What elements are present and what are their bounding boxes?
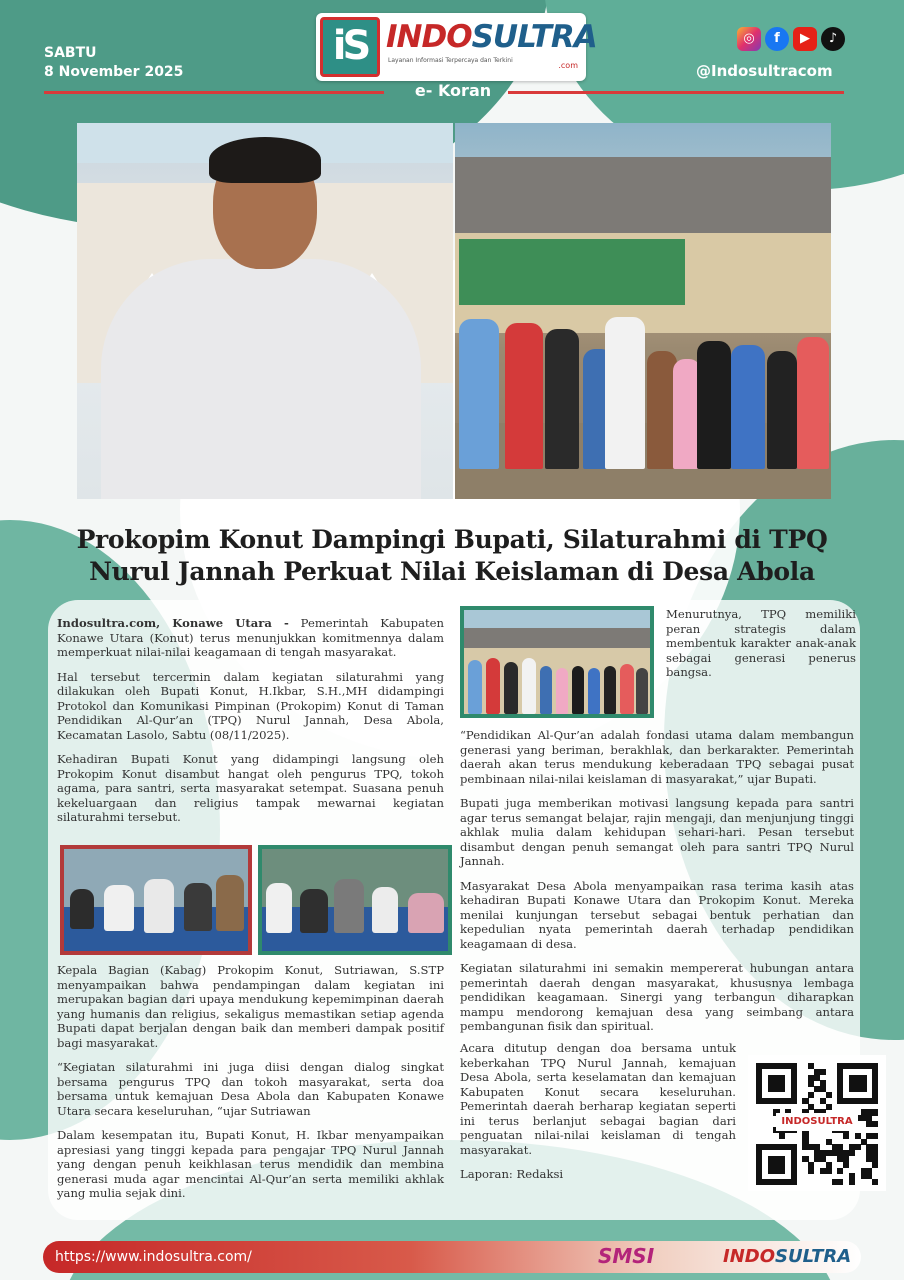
- qr-module: [820, 1168, 826, 1174]
- qr-module: [826, 1168, 832, 1174]
- qr-module: [802, 1144, 808, 1150]
- qr-module: [872, 1144, 878, 1150]
- qr-module: [791, 1080, 797, 1086]
- photo-person: [468, 660, 482, 714]
- qr-module: [756, 1144, 762, 1150]
- qr-module: [843, 1133, 849, 1139]
- smsi-logo: SMSI: [598, 1244, 655, 1268]
- photo-person: [486, 658, 500, 714]
- photo-person: [572, 666, 584, 714]
- qr-module: [855, 1144, 861, 1150]
- photo-person: [545, 329, 579, 469]
- photo-person: [144, 879, 174, 933]
- qr-module: [849, 1098, 855, 1104]
- qr-module: [779, 1168, 785, 1174]
- qr-module: [855, 1098, 861, 1104]
- photo-person: [620, 664, 634, 714]
- qr-module: [768, 1063, 774, 1069]
- qr-module: [756, 1075, 762, 1081]
- qr-module: [756, 1150, 762, 1156]
- qr-module: [756, 1092, 762, 1098]
- qr-module: [768, 1098, 774, 1104]
- photo-person: [604, 666, 616, 714]
- qr-module: [820, 1150, 826, 1156]
- qr-module: [768, 1080, 774, 1086]
- photo-person: [300, 889, 328, 933]
- qr-module: [773, 1179, 779, 1185]
- paragraph-1: Pemerintah Kabupaten Konawe Utara (Konut) terus menunjukkan komitmennya dalam memperkuat nilai-nilai keagamaan di tengah masyarakat.: [57, 616, 444, 659]
- photo-person: [540, 666, 552, 714]
- qr-module: [814, 1086, 820, 1092]
- qr-module: [791, 1150, 797, 1156]
- qr-module: [773, 1075, 779, 1081]
- qr-module: [866, 1098, 872, 1104]
- qr-module: [756, 1098, 762, 1104]
- qr-module: [837, 1086, 843, 1092]
- qr-module: [814, 1075, 820, 1081]
- paragraph: [57, 616, 444, 660]
- qr-module: [768, 1156, 774, 1162]
- header-divider-right: [508, 91, 844, 94]
- qr-module: [808, 1092, 814, 1098]
- photo-person: [731, 345, 765, 469]
- paragraph-11: Kegiatan silaturahmi ini semakin mempererat hubungan antara pemerintah daerah dengan masyarakat, khususnya lembaga pendidikan keagamaan. Sinergi yang terbangun diharapkan mampu mendorong kemajuan desa yang seimbang antara pembangunan fisik dan spiritual.: [460, 961, 854, 1033]
- qr-module: [808, 1168, 814, 1174]
- qr-label: INDOSULTRA: [776, 1113, 858, 1131]
- tiktok-icon[interactable]: ♪: [821, 27, 845, 51]
- qr-module: [837, 1150, 843, 1156]
- qr-module: [768, 1162, 774, 1168]
- qr-module: [768, 1168, 774, 1174]
- qr-module: [855, 1080, 861, 1086]
- qr-module: [866, 1115, 872, 1121]
- issue-date-text: 8 November 2025: [44, 64, 184, 80]
- qr-module: [802, 1156, 808, 1162]
- qr-module: [756, 1179, 762, 1185]
- qr-module: [872, 1179, 878, 1185]
- qr-module: [791, 1144, 797, 1150]
- qr-module: [791, 1063, 797, 1069]
- social-icons: [737, 27, 845, 51]
- qr-module: [762, 1179, 768, 1185]
- headline-line-1: Prokopim Konut Dampingi Bupati, Silaturahmi di TPQ: [76, 525, 828, 554]
- qr-module: [802, 1133, 808, 1139]
- qr-module: [791, 1092, 797, 1098]
- qr-module: [861, 1080, 867, 1086]
- qr-module: [866, 1144, 872, 1150]
- qr-module: [872, 1133, 878, 1139]
- qr-module: [814, 1150, 820, 1156]
- qr-module: [849, 1080, 855, 1086]
- qr-module: [779, 1144, 785, 1150]
- qr-module: [837, 1092, 843, 1098]
- qr-module: [820, 1086, 826, 1092]
- qr-module: [756, 1063, 762, 1069]
- qr-module: [808, 1075, 814, 1081]
- qr-module: [837, 1144, 843, 1150]
- qr-module: [779, 1133, 785, 1139]
- photo-person: [697, 341, 731, 469]
- qr-module: [762, 1098, 768, 1104]
- paragraph-9: Bupati juga memberikan motivasi langsung kepada para santri agar terus semangat belajar, rajin mengaji, dan menjunjung tinggi akhlak mulia dalam kehidupan sehari-hari. Pesan tersebut disambut dengan penuh semangat oleh para santri TPQ Nurul Jannah.: [460, 796, 854, 868]
- qr-module: [837, 1069, 843, 1075]
- qr-module: [837, 1156, 843, 1162]
- qr-module: [861, 1098, 867, 1104]
- qr-module: [826, 1162, 832, 1168]
- qr-module: [820, 1069, 826, 1075]
- photo-person: [70, 889, 94, 929]
- qr-module: [866, 1168, 872, 1174]
- photo-man-body: [101, 259, 421, 499]
- qr-module: [820, 1098, 826, 1104]
- paragraph-7: Menurutnya, TPQ memiliki peran strategis dalam membentuk karakter anak-anak sebagai generasi penerus bangsa.: [666, 607, 856, 679]
- qr-module: [791, 1173, 797, 1179]
- photo-person: [216, 875, 244, 931]
- qr-module: [773, 1098, 779, 1104]
- paragraph-2: Hal tersebut tercermin dalam kegiatan silaturahmi yang dilakukan oleh Bupati Konut, H.Ikbar, S.H.,MH didampingi Protokol dan Komunikasi Pimpinan (Prokopim) Konut di Taman Pendidikan Al-Qur’an (TPQ) Nurul Jannah, Desa Abola, Kecamatan Lasolo, Sabtu (08/11/2025).: [57, 669, 444, 742]
- qr-module: [872, 1080, 878, 1086]
- qr-module: [837, 1168, 843, 1174]
- qr-module: [866, 1133, 872, 1139]
- logo-name-part1: INDO: [386, 19, 472, 55]
- qr-module: [861, 1115, 867, 1121]
- logo-domain: .com: [558, 61, 578, 70]
- qr-module: [872, 1069, 878, 1075]
- qr-module: [779, 1156, 785, 1162]
- qr-module: [762, 1063, 768, 1069]
- qr-module: [808, 1080, 814, 1086]
- qr-module: [820, 1080, 826, 1086]
- qr-module: [855, 1075, 861, 1081]
- logo-name-part2: SULTRA: [471, 19, 597, 55]
- qr-module: [872, 1150, 878, 1156]
- qr-module: [756, 1086, 762, 1092]
- qr-module: [791, 1156, 797, 1162]
- qr-module: [866, 1173, 872, 1179]
- qr-module: [849, 1086, 855, 1092]
- qr-module: [843, 1156, 849, 1162]
- qr-module: [872, 1109, 878, 1115]
- qr-module: [814, 1156, 820, 1162]
- logo-mark: iS: [320, 17, 380, 77]
- qr-module: [779, 1063, 785, 1069]
- photo-person: [408, 893, 444, 933]
- qr-module: [861, 1086, 867, 1092]
- qr-module: [791, 1098, 797, 1104]
- photo-person: [522, 658, 536, 714]
- footer-brand-part2: SULTRA: [775, 1246, 852, 1267]
- qr-module: [785, 1179, 791, 1185]
- edition-label: e- Koran: [414, 81, 492, 100]
- qr-module: [872, 1086, 878, 1092]
- photo-person: [266, 883, 292, 933]
- photo-person: [184, 883, 212, 931]
- headline-line-2: Nurul Jannah Perkuat Nilai Keislaman di Desa Abola: [89, 557, 815, 586]
- qr-module: [861, 1139, 867, 1145]
- qr-module: [762, 1144, 768, 1150]
- qr-module: [855, 1133, 861, 1139]
- youtube-icon[interactable]: ▶: [793, 27, 817, 51]
- qr-module: [814, 1144, 820, 1150]
- qr-module: [826, 1104, 832, 1110]
- qr-module: [855, 1086, 861, 1092]
- qr-module: [808, 1063, 814, 1069]
- footer-brand-logo: [723, 1246, 851, 1267]
- qr-module: [837, 1179, 843, 1185]
- photo-man: [101, 141, 421, 499]
- qr-module: [773, 1080, 779, 1086]
- paragraph-3: Kehadiran Bupati Konut yang didampingi langsung oleh Prokopim Konut disambut hangat oleh pengurus TPQ, tokoh agama, para santri, serta masyarakat setempat. Suasana penuh kekeluargaan dan religius tampak mewarnai kegiatan silaturahmi tersebut.: [57, 752, 444, 824]
- qr-code-grid: [756, 1063, 878, 1183]
- qr-module: [756, 1156, 762, 1162]
- qr-module: [779, 1086, 785, 1092]
- social-handle[interactable]: @Indosultracom: [696, 62, 833, 80]
- qr-module: [832, 1179, 838, 1185]
- photo-person: [504, 662, 518, 714]
- dateline: Indosultra.com, Konawe Utara -: [57, 616, 289, 630]
- photo-santri-dialog: [258, 845, 452, 955]
- qr-module: [756, 1069, 762, 1075]
- issue-day: SABTU: [44, 45, 97, 61]
- qr-module: [826, 1139, 832, 1145]
- qr-module: [866, 1109, 872, 1115]
- photo-person: [459, 319, 499, 469]
- qr-module: [820, 1156, 826, 1162]
- qr-module: [779, 1080, 785, 1086]
- qr-module: [785, 1098, 791, 1104]
- qr-module: [837, 1075, 843, 1081]
- qr-module: [866, 1121, 872, 1127]
- qr-module: [791, 1086, 797, 1092]
- article-column-right-bottom: [460, 1041, 736, 1192]
- article-column-left-bottom: [57, 963, 444, 1211]
- qr-module: [861, 1173, 867, 1179]
- qr-module: [872, 1098, 878, 1104]
- qr-module: [872, 1092, 878, 1098]
- photo-person: [605, 317, 645, 469]
- qr-module: [773, 1063, 779, 1069]
- facebook-icon[interactable]: f: [765, 27, 789, 51]
- qr-module: [866, 1150, 872, 1156]
- qr-module: [779, 1179, 785, 1185]
- footer-url-link[interactable]: https://www.indosultra.com/: [55, 1249, 252, 1265]
- qr-module: [849, 1144, 855, 1150]
- qr-module: [861, 1075, 867, 1081]
- qr-code[interactable]: [748, 1055, 886, 1191]
- qr-module: [872, 1162, 878, 1168]
- article-column-right-top: [666, 607, 856, 690]
- photo-bupati: [77, 123, 453, 499]
- footer-bar: [43, 1241, 861, 1273]
- qr-module: [832, 1144, 838, 1150]
- qr-module: [837, 1063, 843, 1069]
- qr-module: [779, 1162, 785, 1168]
- qr-module: [768, 1086, 774, 1092]
- photo-person: [556, 668, 568, 714]
- paragraph-10: Masyarakat Desa Abola menyampaikan rasa terima kasih atas kehadiran Bupati Konawe Utara dan Prokopim Konut. Mereka menilai kunjungan tersebut sebagai bentuk perhatian dan kepedulian nyata pemerintah daerah terhadap pendidikan keagamaan di desa.: [460, 878, 854, 951]
- qr-module: [773, 1086, 779, 1092]
- article-column-left-top: [57, 616, 444, 835]
- qr-module: [837, 1080, 843, 1086]
- qr-module: [826, 1150, 832, 1156]
- qr-module: [791, 1162, 797, 1168]
- qr-module: [756, 1168, 762, 1174]
- qr-module: [768, 1075, 774, 1081]
- qr-module: [773, 1156, 779, 1162]
- logo-tagline: Layanan Informasi Terpercaya dan Terkini: [388, 57, 513, 64]
- article-headline: [20, 524, 884, 588]
- qr-module: [791, 1168, 797, 1174]
- photo-person: [104, 885, 134, 931]
- qr-module: [861, 1168, 867, 1174]
- qr-module: [861, 1109, 867, 1115]
- qr-module: [866, 1063, 872, 1069]
- paragraph-5: “Kegiatan silaturahmi ini juga diisi dengan dialog singkat bersama pengurus TPQ dan tokoh masyarakat, serta doa bersama untuk kemajuan Desa Abola dan Kabupaten Konawe Utara secara keseluruhan, “ujar Sutriawan: [57, 1060, 444, 1118]
- qr-module: [843, 1098, 849, 1104]
- qr-module: [855, 1063, 861, 1069]
- paragraph-4: Kepala Bagian (Kabag) Prokopim Konut, Sutriawan, S.STP menyampaikan bahwa pendampingan dalam kegiatan ini merupakan bagian dari upaya mendukung kepemimpinan daerah yang humanis dan religius, sekaligus memastikan setiap agenda Bupati dapat berjalan dengan baik dan memberi dampak positif bagi masyarakat.: [57, 963, 444, 1050]
- qr-module: [843, 1063, 849, 1069]
- qr-module: [773, 1144, 779, 1150]
- qr-module: [756, 1162, 762, 1168]
- photo-person: [372, 887, 398, 933]
- qr-module: [773, 1162, 779, 1168]
- photo-roof: [464, 628, 650, 648]
- photo-santri-reading: [60, 845, 252, 955]
- photo-person: [797, 337, 829, 469]
- photo-person: [636, 668, 648, 714]
- qr-module: [768, 1179, 774, 1185]
- byline: Laporan: Redaksi: [460, 1167, 564, 1181]
- qr-module: [849, 1075, 855, 1081]
- photo-person: [767, 351, 797, 469]
- qr-module: [785, 1144, 791, 1150]
- photo-person: [505, 323, 543, 469]
- logo-name: [386, 19, 597, 55]
- qr-module: [849, 1173, 855, 1179]
- qr-module: [872, 1063, 878, 1069]
- paragraph-12: Acara ditutup dengan doa bersama untuk keberkahan TPQ Nurul Jannah, kemajuan Desa Abola, serta keselamatan dan kemajuan Kabupaten Konut secara keseluruhan. Pemerintah daerah berharap kegiatan seperti ini terus berlanjut sebagai bagian dari penguatan nilai-nilai keislaman di tengah masyarakat.: [460, 1041, 736, 1157]
- qr-module: [808, 1104, 814, 1110]
- qr-module: [866, 1156, 872, 1162]
- qr-module: [849, 1179, 855, 1185]
- instagram-icon[interactable]: ◎: [737, 27, 761, 51]
- qr-module: [808, 1144, 814, 1150]
- photo-roof: [455, 157, 831, 233]
- qr-module: [802, 1098, 808, 1104]
- qr-module: [832, 1150, 838, 1156]
- qr-module: [814, 1069, 820, 1075]
- photo-person: [588, 668, 600, 714]
- qr-module: [872, 1075, 878, 1081]
- qr-module: [785, 1063, 791, 1069]
- qr-module: [756, 1080, 762, 1086]
- qr-module: [843, 1150, 849, 1156]
- photo-crowd: [455, 289, 831, 469]
- qr-module: [861, 1063, 867, 1069]
- qr-module: [843, 1162, 849, 1168]
- photo-group-tpq: [455, 123, 831, 499]
- qr-module: [791, 1179, 797, 1185]
- qr-module: [826, 1092, 832, 1098]
- qr-module: [773, 1168, 779, 1174]
- qr-module: [802, 1139, 808, 1145]
- qr-module: [849, 1063, 855, 1069]
- qr-module: [872, 1156, 878, 1162]
- qr-module: [849, 1150, 855, 1156]
- qr-module: [791, 1075, 797, 1081]
- issue-date: [44, 44, 183, 82]
- qr-module: [791, 1069, 797, 1075]
- footer-brand-part1: INDO: [723, 1246, 776, 1267]
- qr-module: [808, 1162, 814, 1168]
- photo-group-small: [460, 606, 654, 718]
- article-column-right-middle: [460, 728, 854, 1044]
- photo-person: [334, 879, 364, 933]
- qr-module: [768, 1144, 774, 1150]
- qr-module: [837, 1098, 843, 1104]
- header-divider-left: [44, 91, 384, 94]
- qr-module: [779, 1098, 785, 1104]
- qr-module: [756, 1173, 762, 1179]
- photo-man-hair: [209, 137, 321, 183]
- qr-module: [779, 1075, 785, 1081]
- paragraph-8: “Pendidikan Al-Qur’an adalah fondasi utama dalam membangun generasi yang beriman, berakhlak, dan berkarakter. Pemerintah daerah akan terus mendukung keberadaan TPQ sebagai pusat pembinaan nilai-nilai keislaman di masyarakat,” ujar Bupati.: [460, 728, 854, 786]
- masthead-logo[interactable]: [316, 13, 597, 81]
- qr-module: [872, 1121, 878, 1127]
- paragraph-6: Dalam kesempatan itu, Bupati Konut, H. Ikbar menyampaikan apresiasi yang tinggi kepada para pengajar TPQ Nurul Jannah yang dengan penuh keikhlasan terus mendidik dan membina generasi muda agar mencintai Al-Qur’an serta memiliki akhlak yang mulia sejak dini.: [57, 1128, 444, 1200]
- photo-sky: [464, 610, 650, 630]
